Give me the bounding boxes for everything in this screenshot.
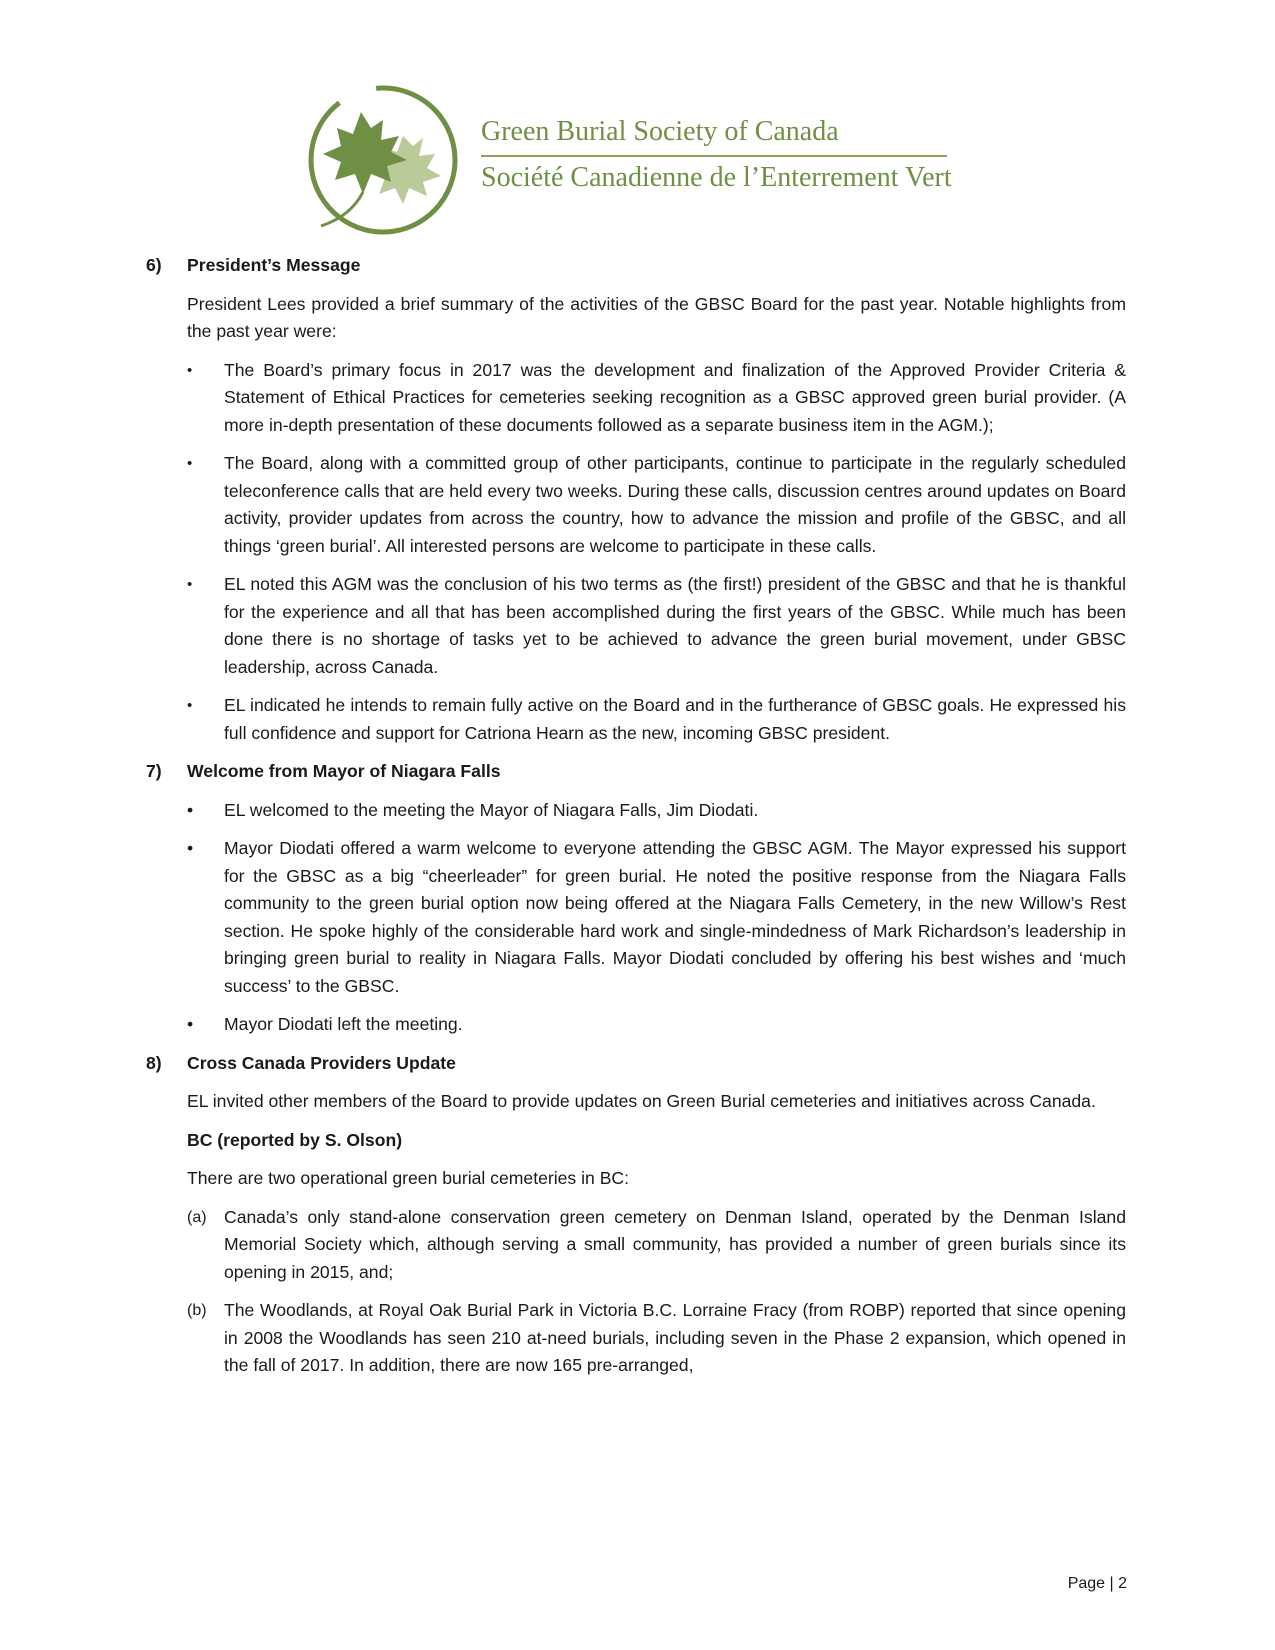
list-marker: (a) [187,1208,207,1226]
section-heading [146,758,1126,786]
list-item [187,357,1126,440]
list-item-text: EL welcomed to the meeting the Mayor of Niagara Falls, Jim Diodati. [224,799,759,820]
document-body [146,252,1126,1391]
list-marker: (b) [187,1302,207,1319]
section-title: President’s Message [187,255,361,275]
list-item [187,571,1126,681]
bullet-list [187,357,1126,748]
list-item-text: The Board, along with a committed group of other participants, continue to participate in the regularly scheduled teleconference calls that are held every two weeks. During these calls, discussion centres around updates on Board activity, provider updates from across the country, how to advance the mission and profile of the GBSC, and all things ‘green burial’. All interested persons are welcome to participate in these calls. [224,453,1126,556]
page-number: Page | 2 [1067,1575,1127,1592]
bullet-icon: • [187,455,193,472]
society-logo [291,76,971,244]
list-item [187,835,1126,1000]
section-number: 6) [146,255,162,275]
list-item [187,692,1126,747]
bullet-icon: • [187,1014,194,1034]
logo-name-english: Green Burial Society of Canada [481,116,839,147]
list-item-text: EL indicated he intends to remain fully active on the Board and in the furtherance of GBSC goals. He expressed his full confidence and support for Catriona Hearn as the new, incoming GBSC president. [224,695,1126,743]
bullet-icon: • [187,838,194,858]
bullet-list [187,797,1126,1039]
list-item-text: Mayor Diodati offered a warm welcome to everyone attending the GBSC AGM. The Mayor expressed his support for the GBSC as a big “cheerleader” for green burial. He noted the positive response from the Niagara Falls community to the green burial option now being offered at the Niagara Falls Cemetery, in the new Willow’s Rest section. He spoke highly of the considerable hard work and single-mindedness of Mark Richardson’s leadership in bringing green burial to reality in Niagara Falls. Mayor Diodati concluded by offering his best wishes and ‘much success’ to the GBSC. [224,838,1126,996]
logo-name-french: Société Canadienne de l’Enterrement Vert [481,162,952,193]
subsection-heading: BC (reported by S. Olson) [187,1129,403,1150]
section-heading [146,1050,1126,1078]
section-heading [146,252,1126,280]
bullet-icon: • [187,361,193,379]
section-paragraph: There are two operational green burial cemeteries in BC: [187,1168,630,1188]
section-number: 7) [146,761,162,781]
section-number: 8) [146,1052,162,1073]
list-item-text: Canada’s only stand-alone conservation green cemetery on Denman Island, operated by the Denman Island Memorial Society which, although serving a small community, has provided a number of green burials since its opening in 2015, and; [224,1206,1126,1282]
list-item [187,797,1126,825]
logo-divider [481,155,947,157]
list-item [187,1297,1126,1380]
section-title: Cross Canada Providers Update [187,1052,456,1073]
lettered-list [187,1204,1126,1380]
list-item-text: The Board’s primary focus in 2017 was the development and finalization of the Approved Provider Criteria & Statement of Ethical Practices for cemeteries seeking recognition as a GBSC approved green burial provider. (A more in-depth presentation of these documents followed as a separate business item in the AGM.); [224,359,1126,435]
section-paragraph: President Lees provided a brief summary of the activities of the GBSC Board for the past year. Notable highlights from the past year were: [187,293,1126,341]
list-item [187,450,1126,560]
section-paragraph: EL invited other members of the Board to provide updates on Green Burial cemeteries and initiatives across Canada. [187,1091,1096,1111]
section-title: Welcome from Mayor of Niagara Falls [187,761,501,781]
bullet-icon: • [187,576,193,593]
list-item [187,1011,1126,1039]
maple-leaf-emblem-icon [291,76,481,244]
bullet-icon: • [187,799,194,820]
list-item-text: Mayor Diodati left the meeting. [224,1014,463,1034]
list-item-text: The Woodlands, at Royal Oak Burial Park in Victoria B.C. Lorraine Fracy (from ROBP) reported that since opening in 2008 the Woodlands has seen 210 at-need burials, including seven in the Phase 2 expansion, which opened in the fall of 2017. In addition, there are now 165 pre-arranged, [224,1300,1126,1375]
list-item-text: EL noted this AGM was the conclusion of his two terms as (the first!) president of the GBSC and that he is thankful for the experience and all that has been accomplished during the first years of the GBSC. While much has been done there is no shortage of tasks yet to be achieved to advance the green burial movement, under GBSC leadership, across Canada. [224,574,1126,677]
bullet-icon: • [187,697,193,714]
list-item [187,1204,1126,1287]
